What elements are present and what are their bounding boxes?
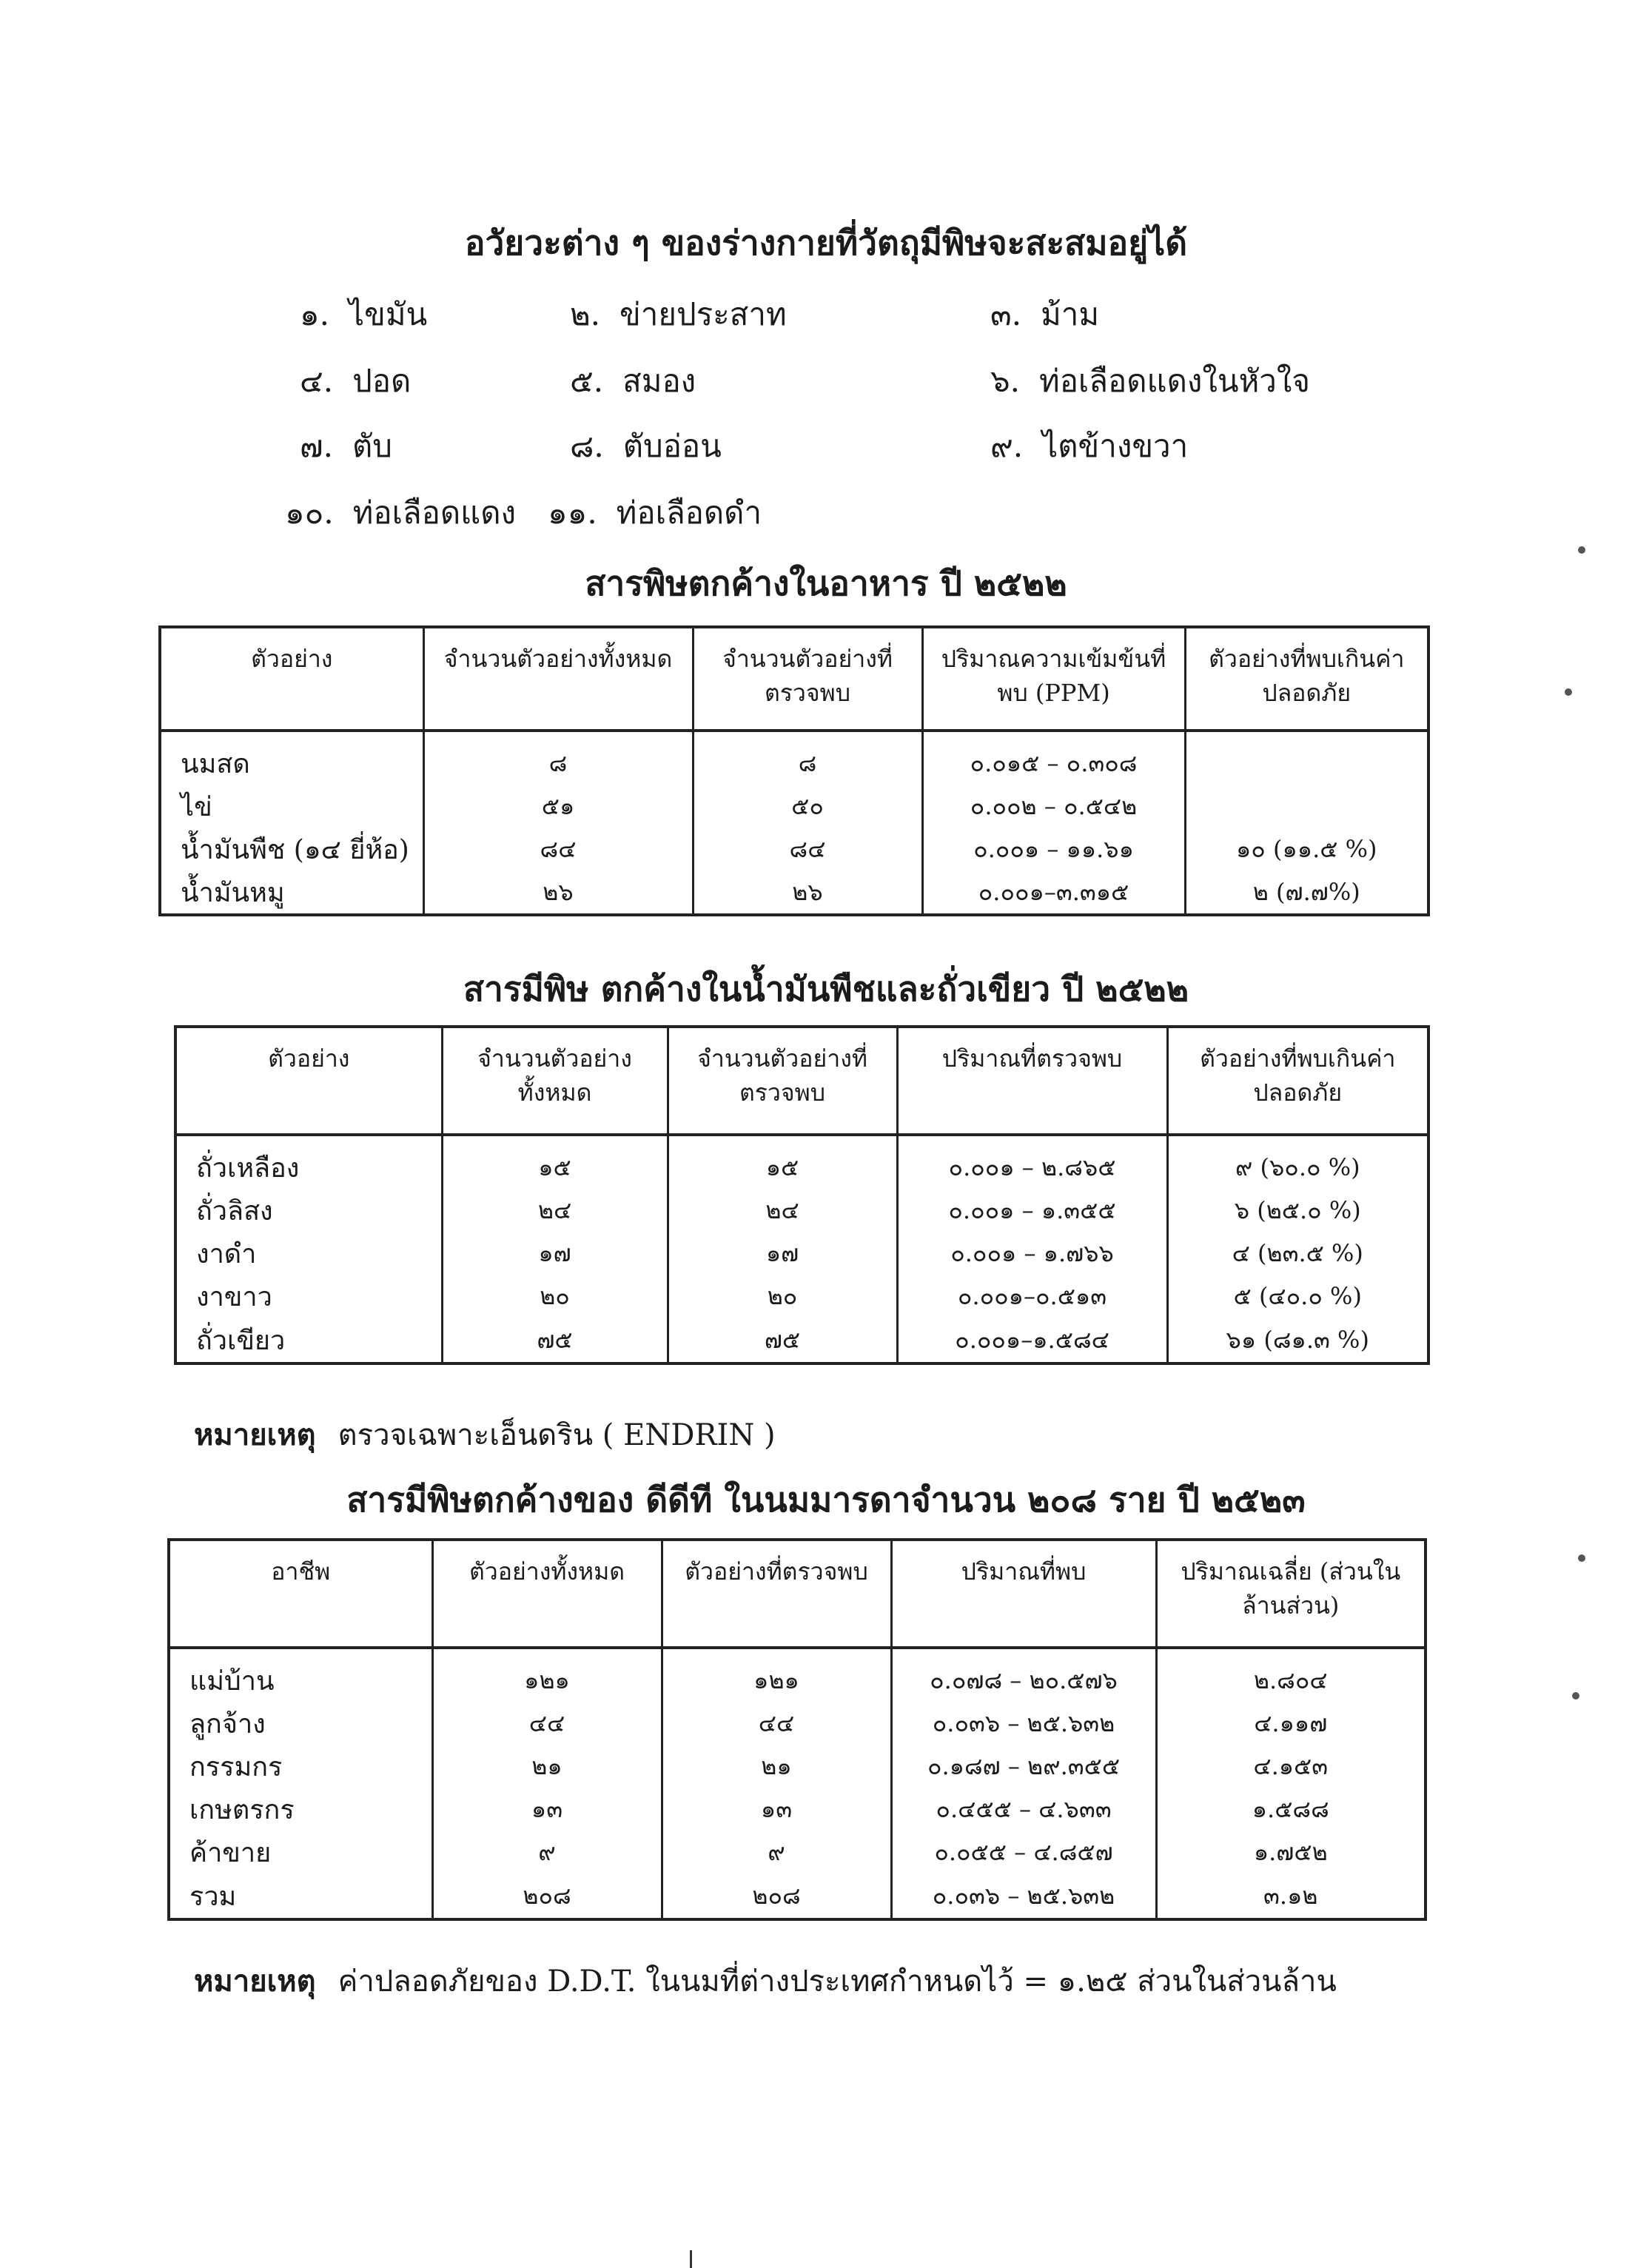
row-label: กรรมกร (169, 1745, 432, 1788)
table-cell: ๒ (๗.๗%) (1185, 870, 1428, 915)
food-table (158, 625, 1430, 916)
organ-item (300, 290, 427, 339)
header-cell: ตัวอย่างที่ตรวจพบ (662, 1540, 891, 1648)
row-label: ลูกจ้าง (169, 1702, 432, 1745)
table-cell: ๒๔ (668, 1189, 897, 1232)
table-row (160, 870, 1428, 915)
organ-item (300, 357, 411, 406)
table-cell: ๐.๐๐๑ – ๑.๓๕๕ (897, 1189, 1167, 1232)
organ-name: ตับอ่อน (622, 428, 722, 464)
table-cell: ๐.๑๘๗ – ๒๙.๓๕๕ (891, 1745, 1156, 1788)
organ-item (285, 489, 516, 537)
organ-item (990, 290, 1099, 339)
table-cell: ๖๑ (๘๑.๓ %) (1167, 1318, 1428, 1363)
organ-item (300, 422, 392, 471)
organ-item (570, 357, 696, 406)
ddt-table-title: สารมีพิษตกค้างของ ดีดีที ในนมมารดาจำนวน ๒๐๘ ราย ปี ๒๕๒๓ (346, 1480, 1306, 1520)
header-cell: ปริมาณที่ตรวจพบ (897, 1027, 1167, 1135)
table-cell: ๑๓ (662, 1788, 891, 1831)
table-cell: ๑.๗๕๒ (1156, 1831, 1426, 1873)
row-label: งาดำ (175, 1232, 442, 1275)
organ-num: ๒. (570, 296, 601, 332)
header-cell: ปริมาณที่พบ (891, 1540, 1156, 1648)
table-cell: ๘๔ (693, 828, 922, 870)
table-row (175, 1135, 1428, 1189)
table-cell: ๒๑ (662, 1745, 891, 1788)
table-cell: ๙ (432, 1831, 662, 1873)
scan-mark (690, 2250, 692, 2268)
table-cell (1185, 785, 1428, 828)
header-cell: อาชีพ (169, 1540, 432, 1648)
ddt-table (167, 1538, 1427, 1921)
organ-name: ท่อเลือดดำ (616, 494, 762, 531)
table-cell: ๑๐ (๑๑.๕ %) (1185, 828, 1428, 870)
table-cell: ๑๕ (442, 1135, 668, 1189)
row-label: รวม (169, 1873, 432, 1919)
table-cell: ๒๐๘ (662, 1873, 891, 1919)
table-row (175, 1275, 1428, 1318)
table-cell: ๗๕ (668, 1318, 897, 1363)
table-row (175, 1232, 1428, 1275)
row-label: ถั่วเหลือง (175, 1135, 442, 1189)
table-cell: ๑๗ (668, 1232, 897, 1275)
organ-num: ๑๑. (548, 494, 597, 531)
organ-name: ข่ายประสาท (620, 296, 787, 332)
organ-item (570, 422, 722, 471)
organ-num: ๓. (990, 296, 1022, 332)
table-cell: ๘๔ (423, 828, 693, 870)
header-cell: ตัวอย่างที่พบเกินค่าปลอดภัย (1185, 627, 1428, 731)
header-cell: ตัวอย่าง (160, 627, 423, 731)
table-cell: ๖ (๒๕.๐ %) (1167, 1189, 1428, 1232)
organ-name: ตับ (352, 428, 392, 464)
table-cell: ๔๔ (432, 1702, 662, 1745)
note-ddt (194, 1957, 1337, 2004)
table-cell: ๘ (693, 731, 922, 785)
table-cell: ๒๖ (693, 870, 922, 915)
table-cell: ๗๕ (442, 1318, 668, 1363)
table-cell: ๐.๐๐๑ – ๑.๗๖๖ (897, 1232, 1167, 1275)
header-cell: จำนวนตัวอย่างที่ตรวจพบ (668, 1027, 897, 1135)
table-cell: ๔ (๒๓.๕ %) (1167, 1232, 1428, 1275)
note-text: ตรวจเฉพาะเอ็นดริน ( ENDRIN ) (338, 1418, 776, 1452)
table-cell: ๕ (๔๐.๐ %) (1167, 1275, 1428, 1318)
table-cell: ๐.๐๗๘ – ๒๐.๕๗๖ (891, 1648, 1156, 1702)
table-cell: ๑๒๑ (662, 1648, 891, 1702)
table-cell: ๐.๐๐๒ – ๐.๕๔๒ (922, 785, 1185, 828)
organ-name: สมอง (622, 363, 696, 399)
organ-item (990, 422, 1188, 471)
note-text: ค่าปลอดภัยของ D.D.T. ในนมที่ต่างประเทศกำหนดไว้ = ๑.๒๕ ส่วนในส่วนล้าน (338, 1965, 1337, 1999)
food-table-title: สารพิษตกค้างในอาหาร ปี ๒๕๒๒ (585, 563, 1067, 603)
table-row (169, 1648, 1426, 1702)
table-row (169, 1702, 1426, 1745)
table-cell: ๑๒๑ (432, 1648, 662, 1702)
organ-num: ๔. (300, 363, 334, 399)
table-cell: ๑๕ (668, 1135, 897, 1189)
table-cell: ๕๐ (693, 785, 922, 828)
table-cell: ๒๑ (432, 1745, 662, 1788)
scan-speck (1572, 1692, 1579, 1700)
table-row (160, 828, 1428, 870)
table-cell: ๒๐๘ (432, 1873, 662, 1919)
row-label: งาขาว (175, 1275, 442, 1318)
table-cell: ๐.๐๓๖ – ๒๕.๖๓๒ (891, 1702, 1156, 1745)
organ-name: ไตข้างขวา (1042, 428, 1189, 464)
organs-title: อวัยวะต่าง ๆ ของร่างกายที่วัตถุมีพิษจะสะสมอยู่ได้ (464, 223, 1188, 263)
table-cell: ๐.๐๕๕ – ๔.๘๕๗ (891, 1831, 1156, 1873)
table-row (169, 1788, 1426, 1831)
table-row (160, 731, 1428, 785)
scan-speck (1565, 688, 1572, 696)
organ-num: ๖. (990, 363, 1021, 399)
organ-name: ท่อเลือดแดงในหัวใจ (1039, 363, 1310, 399)
row-label: น้ำมันพืช (๑๔ ยี่ห้อ) (160, 828, 423, 870)
table-cell: ๒๐ (442, 1275, 668, 1318)
oil-bean-table-title: สารมีพิษ ตกค้างในน้ำมันพืชและถั่วเขียว ปี ๒๕๒๒ (463, 969, 1189, 1009)
note-endrin (194, 1411, 776, 1458)
organ-num: ๙. (990, 428, 1024, 464)
organ-name: ไขมัน (349, 296, 428, 332)
table-row (175, 1318, 1428, 1363)
table-cell (1185, 731, 1428, 785)
row-label: เกษตรกร (169, 1788, 432, 1831)
table-cell: ๐.๐๐๑ – ๒.๘๖๕ (897, 1135, 1167, 1189)
table-cell: ๓.๑๒ (1156, 1873, 1426, 1919)
organ-item (570, 290, 787, 339)
organ-num: ๘. (570, 428, 604, 464)
table-cell: ๐.๐๐๑–๐.๕๑๓ (897, 1275, 1167, 1318)
table-row (169, 1831, 1426, 1873)
table-cell: ๑๓ (432, 1788, 662, 1831)
table-row (169, 1873, 1426, 1919)
table-cell: ๙ (662, 1831, 891, 1873)
header-cell: ปริมาณความเข้มข้นที่พบ (PPM) (922, 627, 1185, 731)
oil-bean-table (174, 1025, 1430, 1365)
header-cell: จำนวนตัวอย่างทั้งหมด (423, 627, 693, 731)
table-cell: ๐.๐๐๑–๓.๓๑๕ (922, 870, 1185, 915)
row-label: ค้าขาย (169, 1831, 432, 1873)
row-label: นมสด (160, 731, 423, 785)
table-cell: ๐.๐๐๑–๑.๕๘๔ (897, 1318, 1167, 1363)
table-cell: ๐.๔๕๕ – ๔.๖๓๓ (891, 1788, 1156, 1831)
note-label: หมายเหตุ (194, 1418, 316, 1452)
table-cell: ๔.๑๕๓ (1156, 1745, 1426, 1788)
header-cell: ปริมาณเฉลี่ย (ส่วนในล้านส่วน) (1156, 1540, 1426, 1648)
table-row (169, 1745, 1426, 1788)
table-cell: ๒๖ (423, 870, 693, 915)
table-cell: ๘ (423, 731, 693, 785)
organ-name: ท่อเลือดแดง (352, 494, 517, 531)
table-cell: ๒.๘๐๔ (1156, 1648, 1426, 1702)
organ-item (990, 357, 1310, 406)
organ-name: ม้าม (1041, 296, 1100, 332)
table-cell: ๔.๑๑๗ (1156, 1702, 1426, 1745)
table-cell: ๑๗ (442, 1232, 668, 1275)
row-label: ไข่ (160, 785, 423, 828)
header-cell: ตัวอย่างทั้งหมด (432, 1540, 662, 1648)
table-cell: ๙ (๖๐.๐ %) (1167, 1135, 1428, 1189)
table-cell: ๐.๐๓๖ – ๒๕.๖๓๒ (891, 1873, 1156, 1919)
row-label: แม่บ้าน (169, 1648, 432, 1702)
organ-item (548, 489, 762, 537)
table-cell: ๐.๐๑๕ – ๐.๓๐๘ (922, 731, 1185, 785)
organ-num: ๗. (300, 428, 333, 464)
row-label: ถั่วลิสง (175, 1189, 442, 1232)
table-cell: ๔๔ (662, 1702, 891, 1745)
table-cell: ๕๑ (423, 785, 693, 828)
table-row (160, 785, 1428, 828)
table-cell: ๐.๐๐๑ – ๑๑.๖๑ (922, 828, 1185, 870)
header-cell: จำนวนตัวอย่างที่ตรวจพบ (693, 627, 922, 731)
organ-num: ๕. (570, 363, 604, 399)
organ-num: ๑๐. (285, 494, 334, 531)
table-cell: ๑.๕๘๘ (1156, 1788, 1426, 1831)
header-cell: ตัวอย่างที่พบเกินค่าปลอดภัย (1167, 1027, 1428, 1135)
organ-name: ปอด (352, 363, 412, 399)
row-label: ถั่วเขียว (175, 1318, 442, 1363)
organ-num: ๑. (300, 296, 330, 332)
header-cell: ตัวอย่าง (175, 1027, 442, 1135)
scan-speck (1578, 1554, 1585, 1562)
note-label: หมายเหตุ (194, 1964, 316, 1999)
table-cell: ๒๔ (442, 1189, 668, 1232)
table-row (175, 1189, 1428, 1232)
row-label: น้ำมันหมู (160, 870, 423, 915)
table-cell: ๒๐ (668, 1275, 897, 1318)
header-cell: จำนวนตัวอย่างทั้งหมด (442, 1027, 668, 1135)
scan-speck (1578, 546, 1585, 554)
